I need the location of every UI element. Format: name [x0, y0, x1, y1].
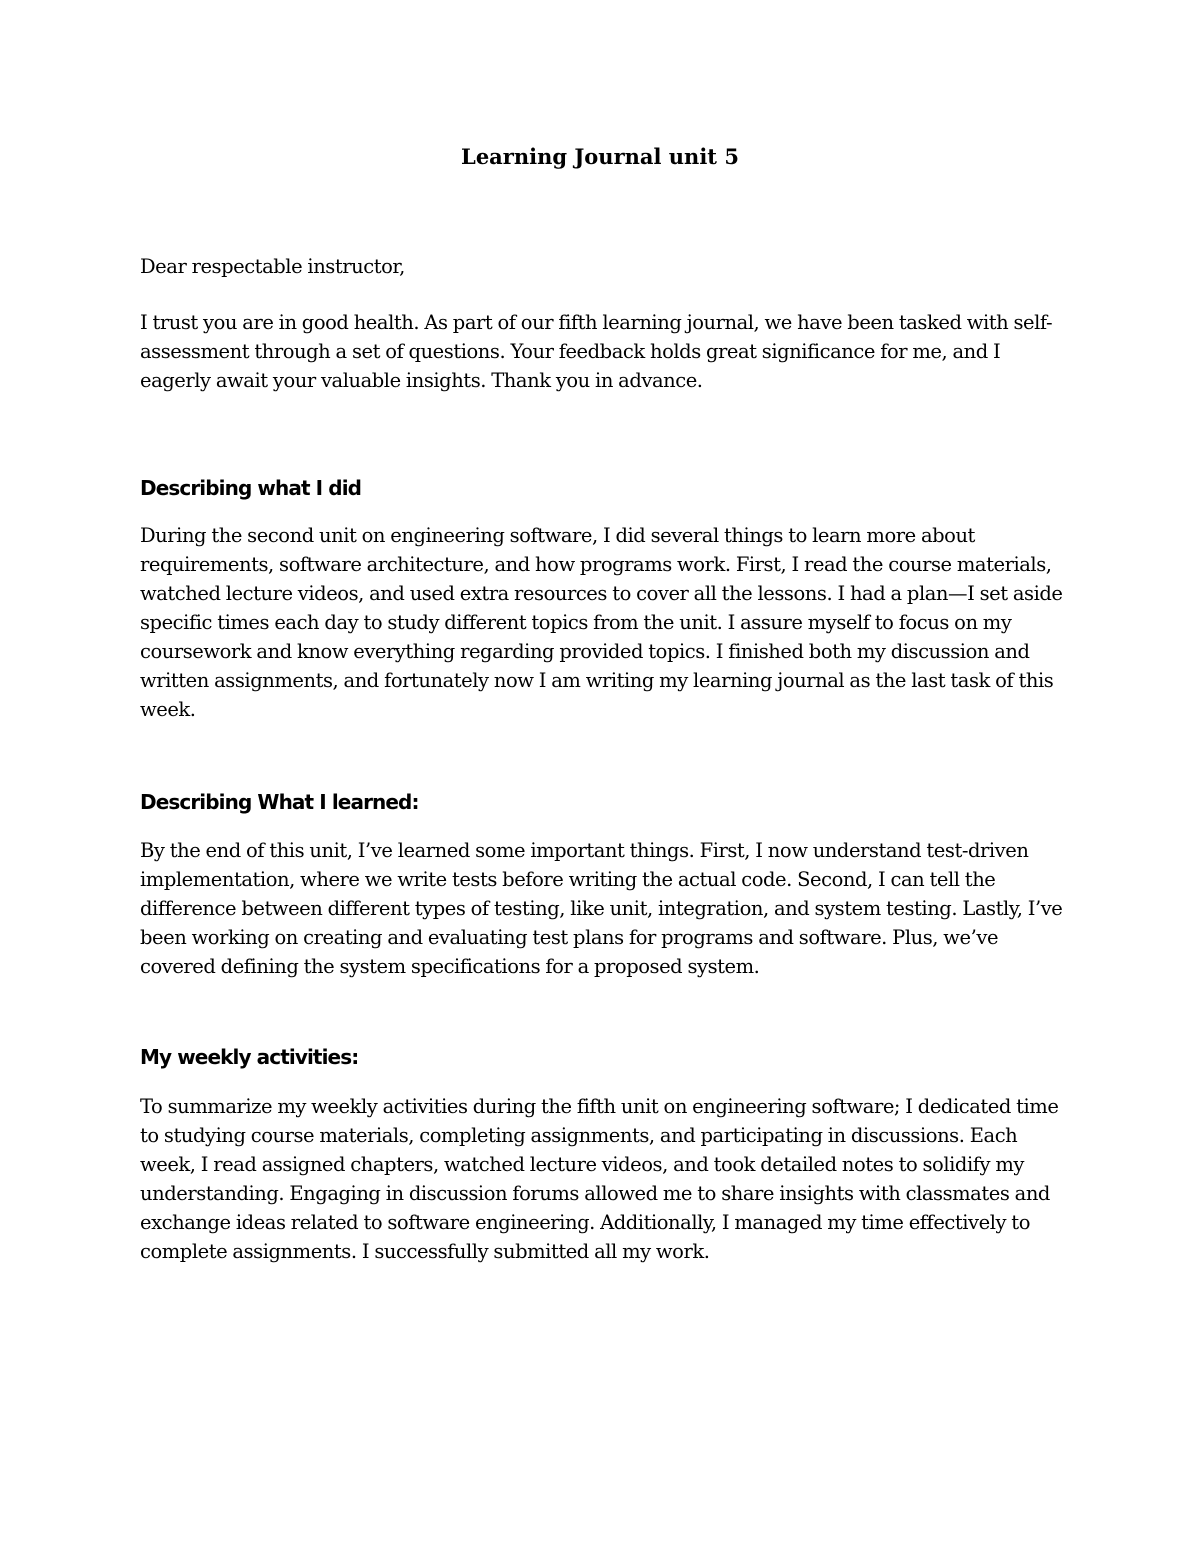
- section-heading-what-i-learned: Describing What I learned:: [140, 790, 419, 814]
- section-heading-what-i-did: Describing what I did: [140, 476, 362, 500]
- section-body-what-i-learned: By the end of this unit, I’ve learned some important things. First, I now understand test-driven implementation, where we write tests before writing the actual code. Second, I can tell the difference between different types of testing, like unit, integration, and system testing. Lastly, I’ve been working on creating and evaluating test plans for programs and software. Plus, we’ve covered defining the system specifications for a proposed system.: [140, 839, 1063, 978]
- section-body-weekly-activities: To summarize my weekly activities during the fifth unit on engineering software; I dedicated time to studying course materials, completing assignments, and participating in discussions. Each week, I read assigned chapters, watched lecture videos, and took detailed notes to solidify my understanding. Engaging in discussion forums allowed me to share insights with classmates and exchange ideas related to software engineering. Additionally, I managed my time effectively to complete assignments. I successfully submitted all my work.: [140, 1095, 1059, 1263]
- salutation: Dear respectable instructor,: [140, 255, 405, 278]
- section-heading-weekly-activities: My weekly activities:: [140, 1045, 359, 1069]
- document-title: Learning Journal unit 5: [461, 144, 739, 169]
- section-body-what-i-did: During the second unit on engineering software, I did several things to learn more about requirements, software architecture, and how programs work. First, I read the course materials, watched lecture videos, and used extra resources to cover all the lessons. I had a plan—I set aside specific times each day to study different topics from the unit. I assure myself to focus on my coursework and know everything regarding provided topics. I finished both my discussion and written assignments, and fortunately now I am writing my learning journal as the last task of this week.: [140, 524, 1063, 721]
- intro-paragraph: I trust you are in good health. As part of our fifth learning journal, we have been tasked with self-assessment through a set of questions. Your feedback holds great significance for me, and I eagerly await your valuable insights. Thank you in advance.: [140, 311, 1053, 392]
